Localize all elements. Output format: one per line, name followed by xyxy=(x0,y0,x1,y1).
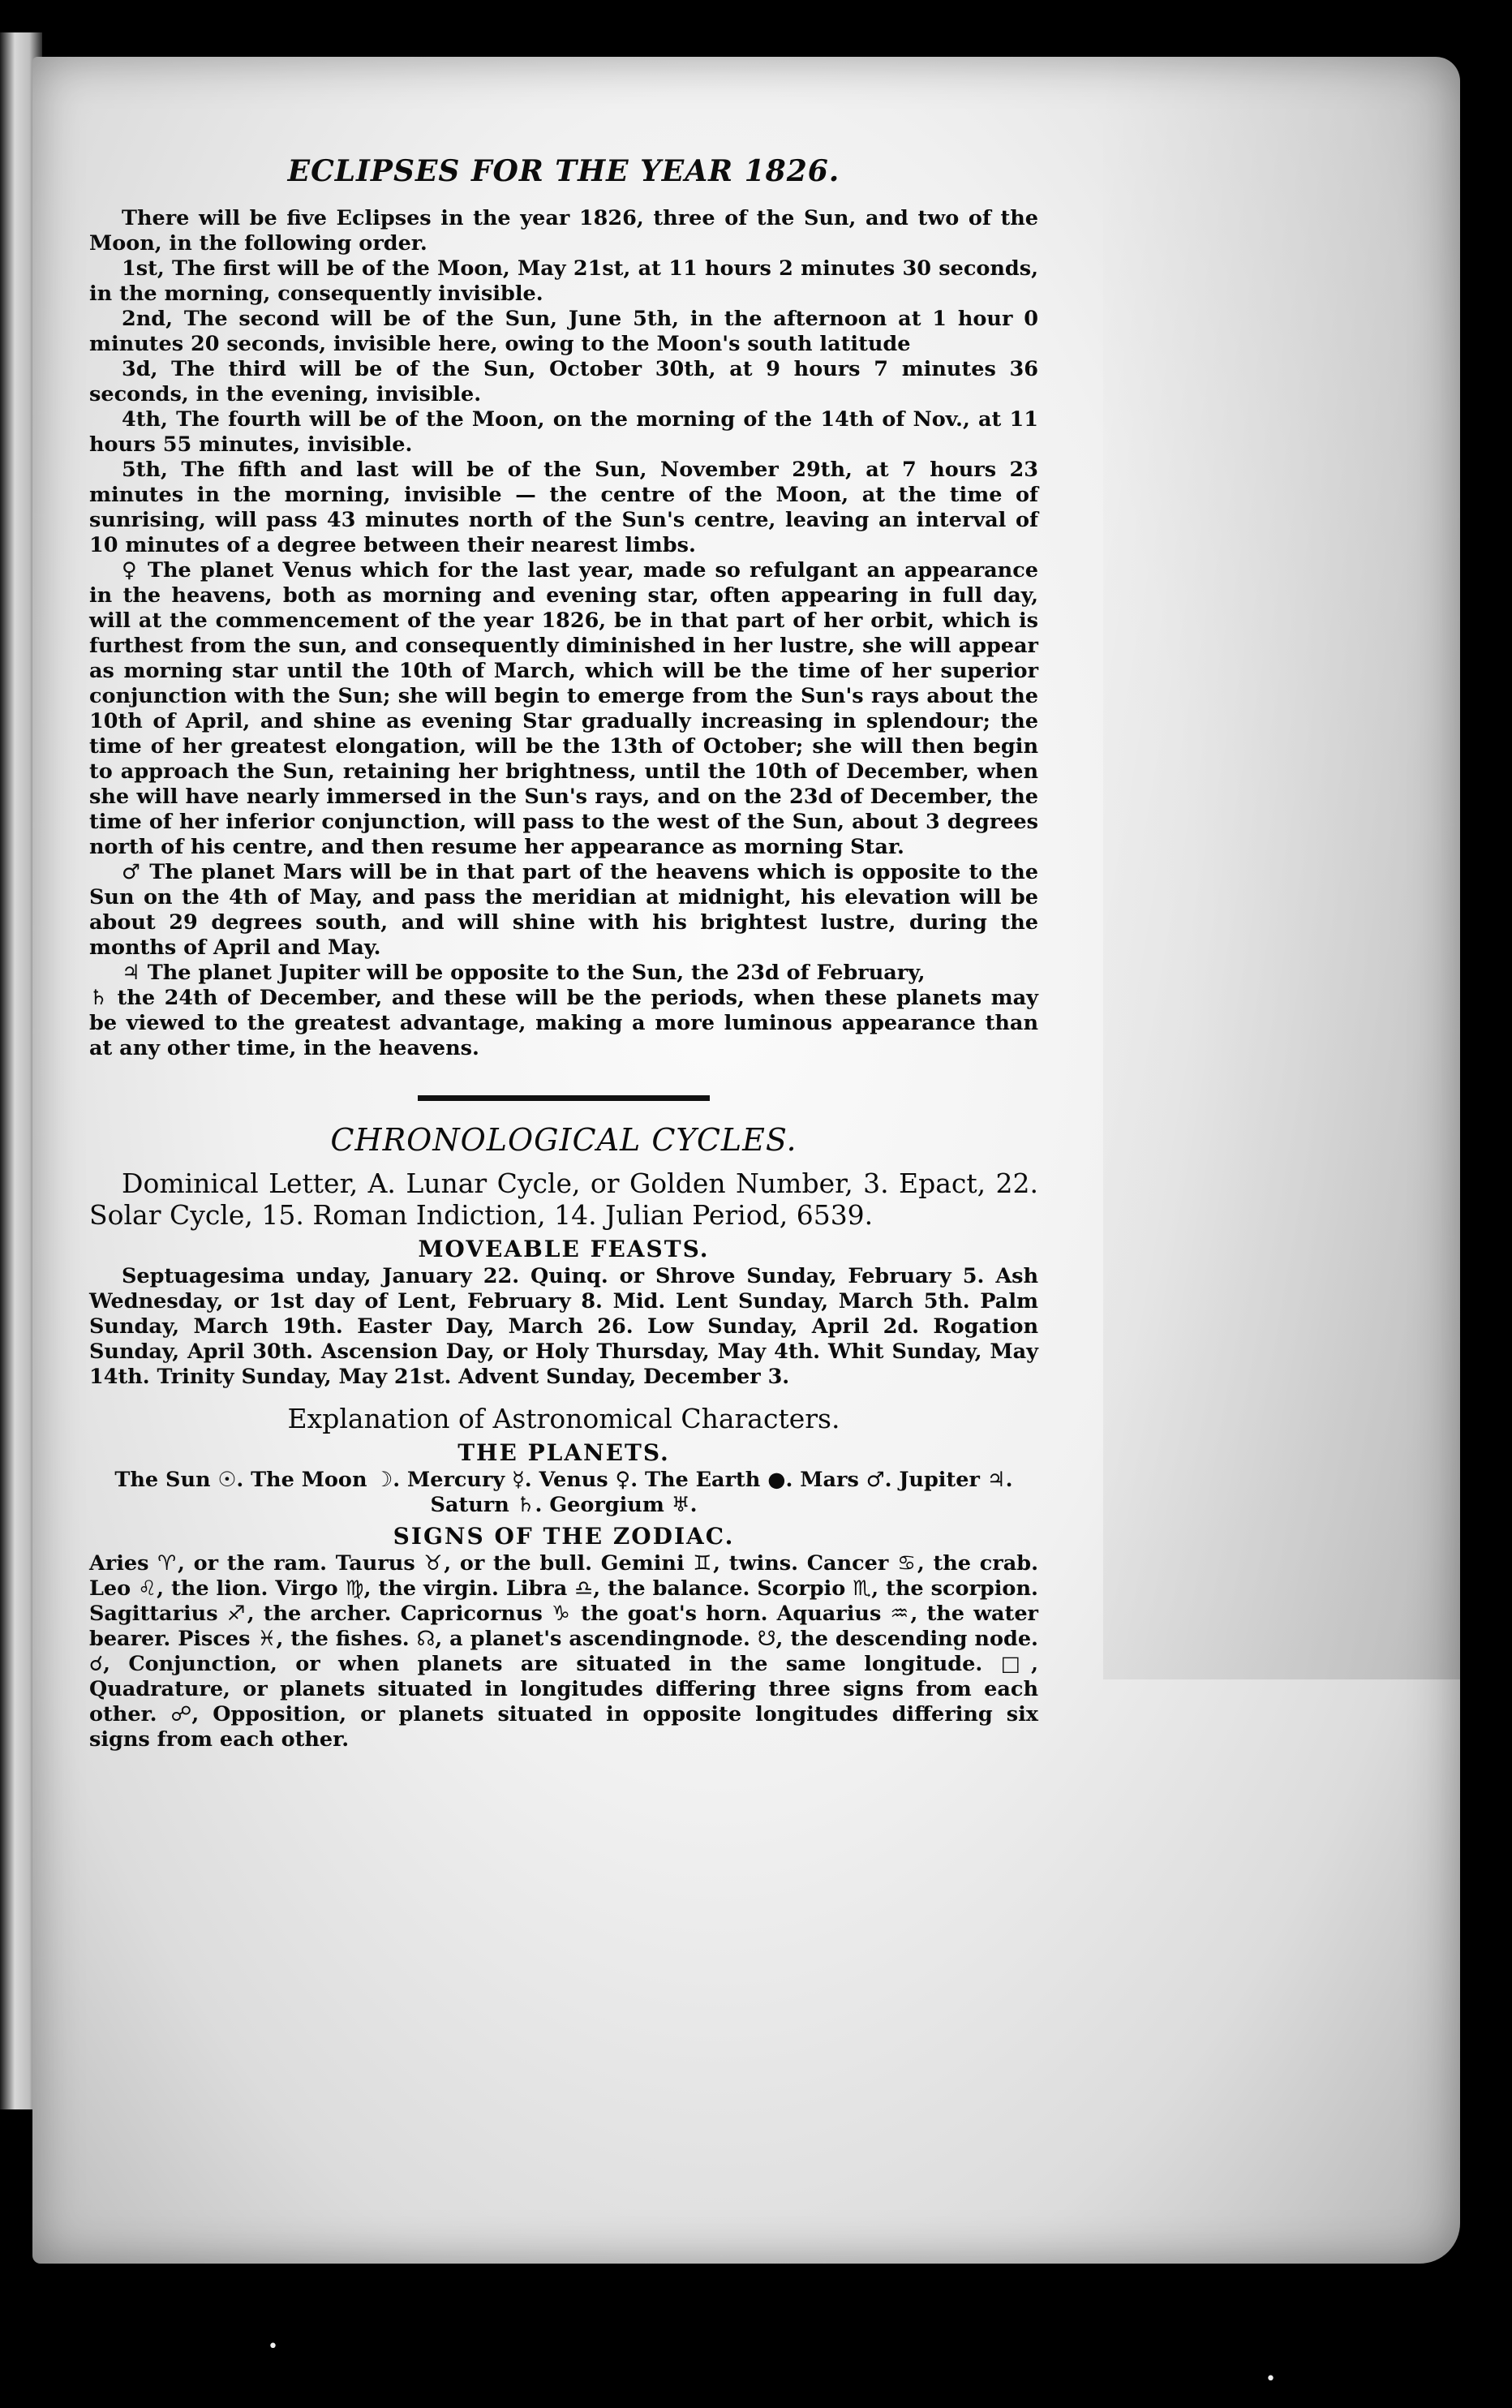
quadrature: □, Quadrature, or planets situated in longitudes differing three signs from each other. xyxy=(89,1652,1038,1726)
feasts-text: Septuagesima unday, January 22. Quinq. or Shrove Sunday, February 5. Ash Wednesday, or 1st day of Lent, February 8. Mid. Lent Sunday, March 5th. Palm Sunday, March 19th. Easter Day, March 26. Low Sunday, April 2d. Rogation Sunday, April 30th. Ascension Day, or Holy Thursday, May 4th. Whit Sunday, May 14th. Trinity Sunday, May 21st. Advent Sunday, December 3. xyxy=(89,1264,1038,1389)
eclipse-item: 2nd, The second will be of the Sun, June 5th, in the afternoon at 1 hour 0 minutes 20 seconds, invisible here, owing to the Moon's south latitude xyxy=(89,307,1038,356)
cycles-heading: CHRONOLOGICAL CYCLES. xyxy=(330,1122,797,1158)
eclipse-item: 1st, The first will be of the Moon, May 21st, at 11 hours 2 minutes 30 seconds, in the morning, consequently invisible. xyxy=(89,256,1038,306)
eclipse-item: 5th, The fifth and last will be of the Sun, November 29th, at 7 hours 23 minutes in the morning, invisible — the centre of the Moon, at the time of sunrising, will pass 43 minutes north of the Sun's centre, leaving an interval of 10 minutes of a degree between their nearest limbs. xyxy=(89,458,1038,557)
pisces-icon: ♓ xyxy=(257,1627,277,1651)
mars-note xyxy=(89,860,1038,961)
cycles-text: Dominical Letter, A. Lunar Cycle, or Golden Number, 3. Epact, 22. Solar Cycle, 15. Roman Indiction, 14. Julian Period, 6539. xyxy=(89,1167,1038,1231)
quadrature-icon: □ xyxy=(1000,1652,1032,1676)
eclipse-item: 3d, The third will be of the Sun, October 30th, at 9 hours 7 minutes 36 seconds, in the evening, invisible. xyxy=(89,357,1038,406)
conjunction-icon: ☌ xyxy=(89,1652,104,1676)
virgo-icon: ♍ xyxy=(345,1576,364,1601)
planet-earth: The Earth ●. xyxy=(645,1468,801,1492)
planet-sun: The Sun ☉. xyxy=(114,1468,251,1492)
ascending-node: ☊, a planet's ascendingnode. xyxy=(416,1627,750,1651)
planet-symbols xyxy=(89,1468,1038,1518)
descending-node-icon: ☋ xyxy=(757,1627,776,1651)
venus-symbol-icon: ♀ xyxy=(122,558,139,583)
sign-aries: Aries ♈, or the ram. xyxy=(89,1551,327,1576)
eclipses-section xyxy=(89,206,1038,558)
page-content xyxy=(89,154,1038,1752)
cancer-icon: ♋ xyxy=(897,1551,917,1576)
taurus-icon: ♉ xyxy=(423,1551,445,1576)
zodiac-heading: SIGNS OF THE ZODIAC. xyxy=(393,1523,735,1550)
saturn-note-text: the 24th of December, and these will be the periods, when these planets may be viewed to the greatest advantage, making a more luminous appearance than at any other time, in the heavens. xyxy=(89,986,1038,1060)
venus-note xyxy=(89,558,1038,860)
saturn-icon: ♄ xyxy=(516,1493,535,1517)
sun-icon: ☉ xyxy=(217,1468,237,1492)
descending-node: ☋, the descending node. xyxy=(757,1627,1038,1651)
gemini-icon: ♊ xyxy=(693,1551,714,1576)
sign-taurus: Taurus ♉, or the bull. xyxy=(335,1551,592,1576)
mars-symbol-icon: ♂ xyxy=(122,860,142,884)
opposition: ☍, Opposition, or planets situated in opposite longitudes differing six signs from each other. xyxy=(89,1702,1038,1752)
eclipse-item: 4th, The fourth will be of the Moon, on the morning of the 14th of Nov., at 11 hours 55 minutes, invisible. xyxy=(89,407,1038,457)
zodiac-symbols xyxy=(89,1551,1038,1752)
sagittarius-icon: ♐ xyxy=(226,1602,247,1626)
sign-cancer: Cancer ♋, the crab. xyxy=(806,1551,1038,1576)
georgium-icon: ♅ xyxy=(671,1493,690,1517)
leo-icon: ♌ xyxy=(138,1576,157,1601)
sign-leo: Leo ♌, the lion. xyxy=(89,1576,268,1601)
explanation-heading: Explanation of Astronomical Characters. xyxy=(287,1403,840,1434)
planet-mars: Mars ♂. xyxy=(800,1468,900,1492)
sign-aquarius: Aquarius ♒, the water bearer. xyxy=(89,1602,1038,1651)
moon-icon: ☽ xyxy=(374,1468,393,1492)
libra-icon: ♎ xyxy=(574,1576,594,1601)
planet-saturn: Saturn ♄. xyxy=(430,1493,550,1517)
jupiter-note xyxy=(89,961,1038,986)
planets-heading: THE PLANETS. xyxy=(457,1439,670,1466)
sign-gemini: Gemini ♊, twins. xyxy=(600,1551,798,1576)
sign-virgo: Virgo ♍, the virgin. xyxy=(275,1576,499,1601)
jupiter-icon: ♃ xyxy=(986,1468,1006,1492)
sign-pisces: Pisces ♓, the fishes. xyxy=(178,1627,410,1651)
saturn-symbol-icon: ♄ xyxy=(89,986,108,1010)
sign-capricornus: Capricornus ♑ the goat's horn. xyxy=(400,1602,768,1626)
ascending-node-icon: ☊ xyxy=(416,1627,436,1651)
aries-icon: ♈ xyxy=(157,1551,178,1576)
planet-moon: The Moon ☽. xyxy=(251,1468,408,1492)
aquarius-icon: ♒ xyxy=(890,1602,911,1626)
scan-speck: • xyxy=(268,2337,278,2357)
earth-icon: ● xyxy=(767,1468,786,1492)
feasts-heading: MOVEABLE FEASTS. xyxy=(418,1236,710,1262)
conjunction: ☌, Conjunction, or when planets are situated in the same longitude. xyxy=(89,1652,983,1676)
planet-jupiter: Jupiter ♃. xyxy=(899,1468,1013,1492)
saturn-note xyxy=(89,986,1038,1061)
capricorn-icon: ♑ xyxy=(551,1602,572,1626)
sign-sagittarius: Sagittarius ♐, the archer. xyxy=(89,1602,392,1626)
planet-mercury: Mercury ☿. xyxy=(407,1468,539,1492)
scorpio-icon: ♏ xyxy=(853,1576,872,1601)
page-title: ECLIPSES FOR THE YEAR 1826. xyxy=(287,154,840,188)
jupiter-note-text: The planet Jupiter will be opposite to the Sun, the 23d of February, xyxy=(147,961,926,985)
venus-note-text: The planet Venus which for the last year, made so refulgant an appearance in the heavens, both as morning and evening star, often appearing in full day, will at the commencement of the year 1826, be in that part of her orbit, which is furthest from the sun, and consequently diminished in her lustre, she will appear as morning star until the 10th of March, which will be the time of her superior conjunction with the Sun; she will begin to emerge from the Sun's rays about the 10th of April, and shine as evening Star gradually increasing in splendour; the time of her greatest elongation, will be the 13th of October; she will then begin to approach the Sun, retaining her brightness, until the 10th of December, when she will have nearly immersed in the Sun's rays, and on the 23d of December, the time of her inferior conjunction, will pass to the west of the Sun, about 3 degrees north of his centre, and then resume her appearance as morning Star. xyxy=(89,558,1038,859)
mars-icon: ♂ xyxy=(866,1468,885,1492)
section-divider xyxy=(418,1095,710,1101)
planet-venus: Venus ♀. xyxy=(539,1468,645,1492)
eclipse-intro: There will be five Eclipses in the year 1826, three of the Sun, and two of the Moon, in the following order. xyxy=(89,206,1038,256)
planet-georgium: Georgium ♅. xyxy=(549,1493,698,1517)
sign-scorpio: Scorpio ♏, the scorpion. xyxy=(757,1576,1038,1601)
mercury-icon: ☿ xyxy=(512,1468,525,1492)
sign-libra: Libra ♎, the balance. xyxy=(505,1576,750,1601)
scan-speck: • xyxy=(1265,2369,1276,2389)
jupiter-symbol-icon: ♃ xyxy=(122,961,140,985)
opposition-icon: ☍ xyxy=(170,1702,192,1726)
planet-notes-section xyxy=(89,558,1038,1061)
mars-note-text: The planet Mars will be in that part of the heavens which is opposite to the Sun on the 4th of May, and pass the meridian at midnight, his elevation will be about 29 degrees south, and will shine with his brightest lustre, during the months of April and May. xyxy=(89,860,1038,960)
venus-icon: ♀ xyxy=(615,1468,631,1492)
